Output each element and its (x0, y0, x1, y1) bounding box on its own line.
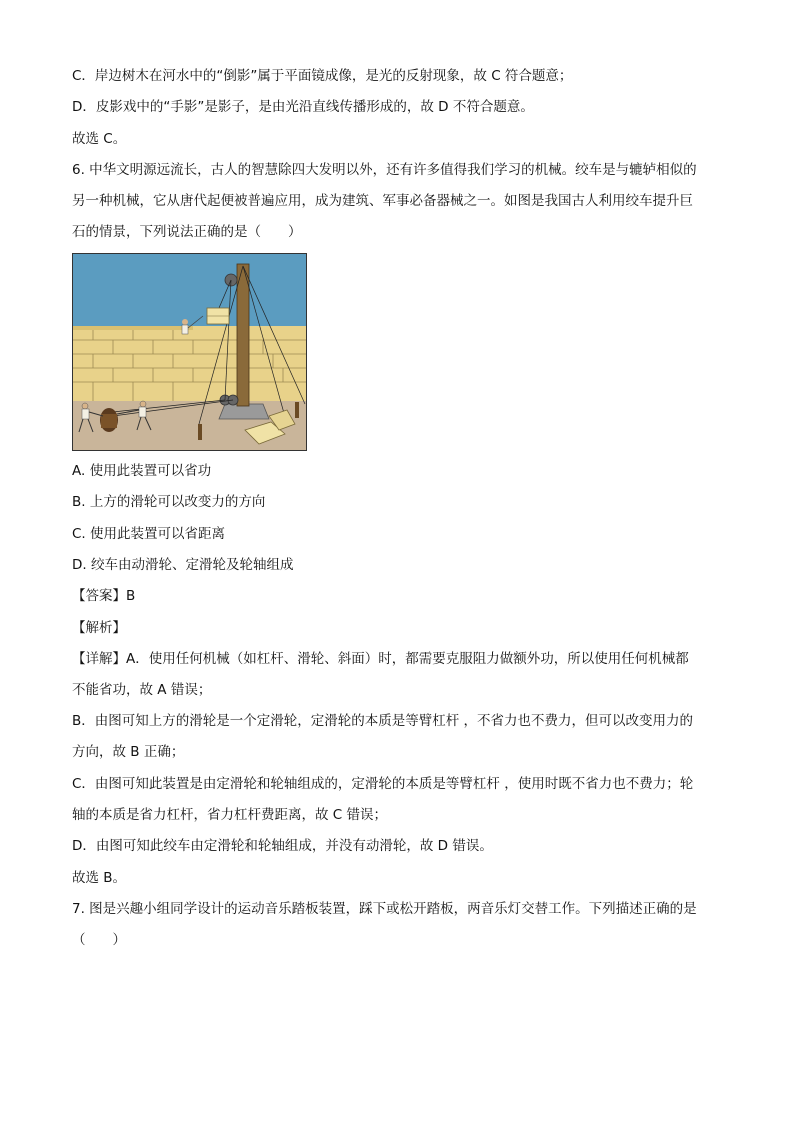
analysis-choice: 故选 B。 (72, 870, 127, 886)
analysis-line: 【详解】A．使用任何机械（如杠杆、滑轮、斜面）时，都需要克服阻力做额外功，所以使用任何机械都 (72, 651, 689, 667)
analysis-line: B．由图可知上方的滑轮是一个定滑轮，定滑轮的本质是等臂杠杆 ，不省力也不费力，但可以改变用力的 (72, 713, 694, 729)
option-c: C. 使用此装置可以省距离 (72, 526, 226, 542)
analysis-line: 方向，故 B 正确； (72, 744, 185, 760)
text-line-option-d-prev: D．皮影戏中的“手影”是影子，是由光沿直线传播形成的，故 D 不符合题意。 (72, 99, 534, 115)
option-b: B. 上方的滑轮可以改变力的方向 (72, 494, 266, 510)
analysis-line: D．由图可知此绞车由定滑轮和轮轴组成，并没有动滑轮，故 D 错误。 (72, 838, 493, 854)
question7-line1: 7. 图是兴趣小组同学设计的运动音乐踏板装置，踩下或松开踏板，两音乐灯交替工作。下列描述正确的是 (72, 901, 697, 917)
question6-line2: 另一种机械，它从唐代起便被普遍应用，成为建筑、军事必备器械之一。如图是我国古人利用绞车提升巨 (72, 193, 693, 209)
analysis-line: 不能省功，故 A 错误； (72, 682, 212, 698)
winch-illustration (72, 253, 307, 451)
text-line-prev-choice: 故选 C。 (72, 131, 127, 147)
option-a: A. 使用此装置可以省功 (72, 463, 212, 479)
text-line-option-c-prev: C．岸边树木在河水中的“倒影”属于平面镜成像，是光的反射现象，故 C 符合题意； (72, 68, 573, 84)
answer-label: 【答案】B (72, 588, 136, 604)
question6-line3: 石的情景，下列说法正确的是（ ） (72, 224, 302, 240)
question7-line2: （ ） (72, 932, 126, 948)
analysis-line: 轴的本质是省力杠杆，省力杠杆费距离，故 C 错误； (72, 807, 388, 823)
option-d: D. 绞车由动滑轮、定滑轮及轮轴组成 (72, 557, 294, 573)
question6-line1: 6. 中华文明源远流长，古人的智慧除四大发明以外，还有许多值得我们学习的机械。绞车是与辘轳相似的 (72, 162, 697, 178)
analysis-line: C．由图可知此装置是由定滑轮和轮轴组成的，定滑轮的本质是等臂杠杆 ，使用时既不省力也不费力；轮 (72, 776, 694, 792)
analysis-heading: 【解析】 (72, 620, 126, 636)
